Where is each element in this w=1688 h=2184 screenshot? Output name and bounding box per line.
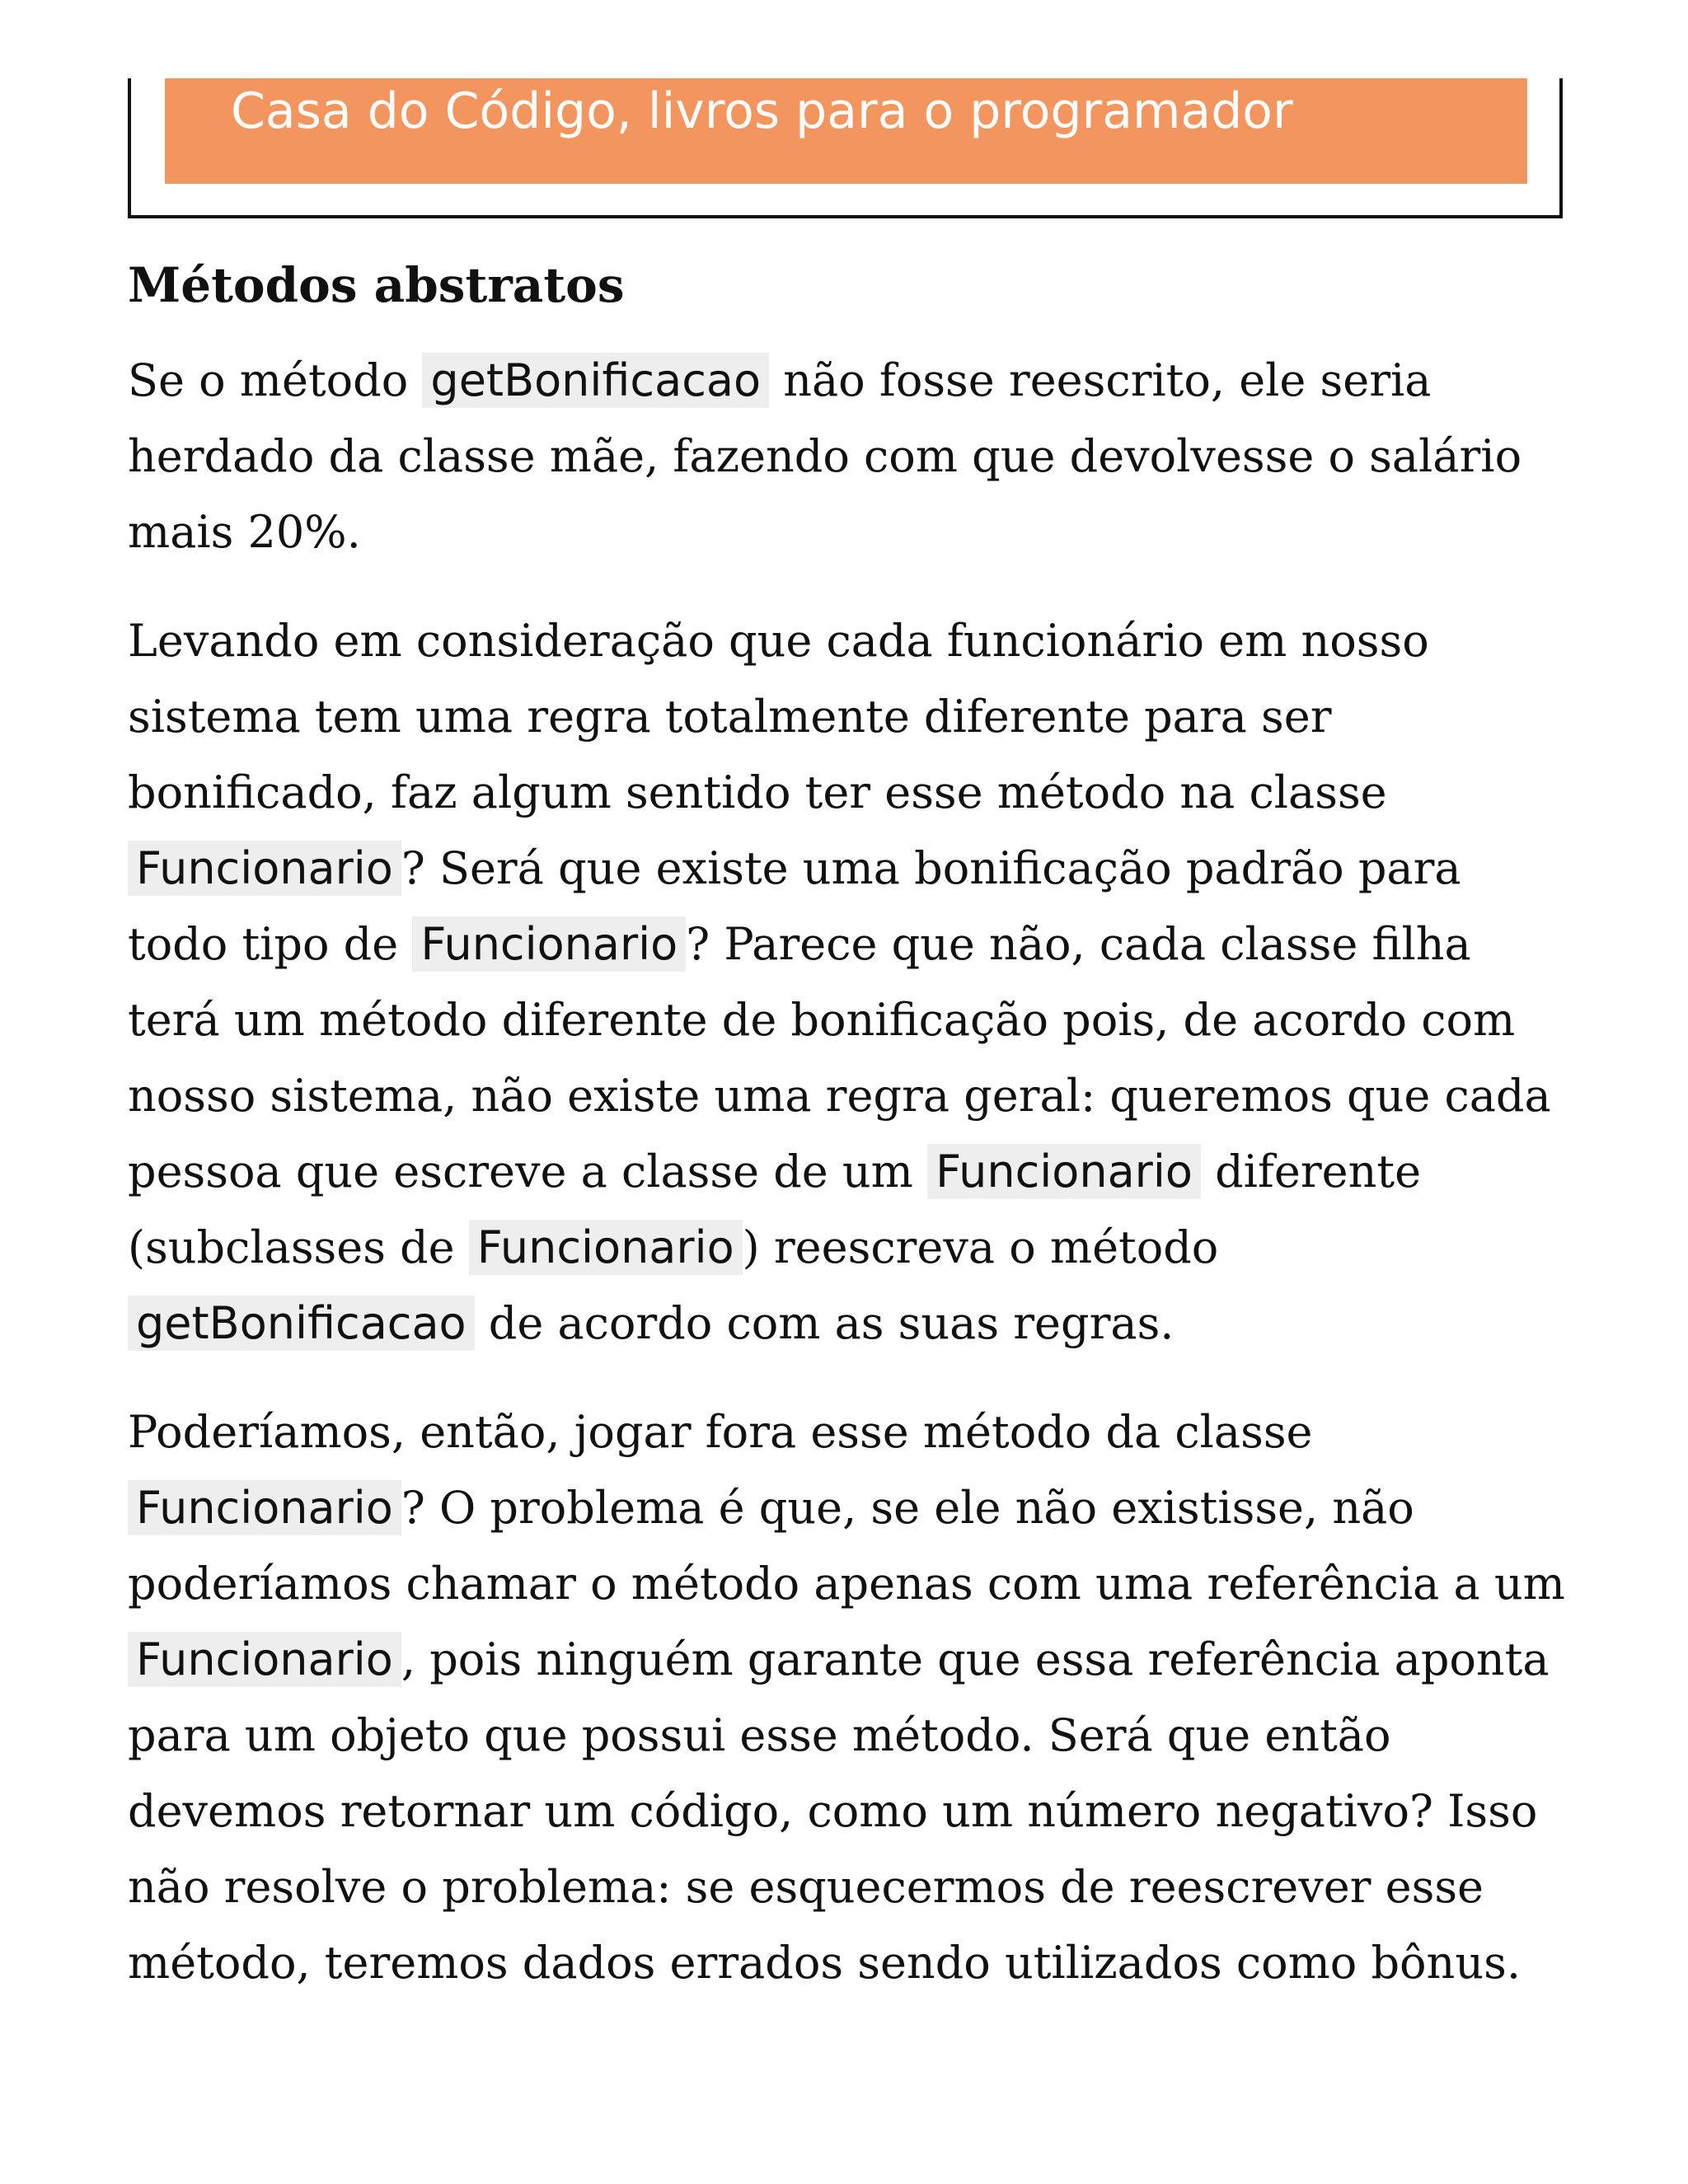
- paragraph-text: diferente (subclasses de: [128, 1146, 1422, 1273]
- inline-code: Funcionario: [128, 1480, 401, 1535]
- paragraph-3: [128, 1394, 1566, 2001]
- paragraph-text: não fosse reescrito, ele seria herdado da classe mãe, fazendo com que devolvesse o salário mais 20%.: [128, 354, 1522, 558]
- main-content: [128, 252, 1566, 2034]
- paragraph-text: Se o método: [128, 354, 423, 406]
- inline-code: getBonificacao: [128, 1296, 475, 1351]
- paragraph-text: ? Parece que não, cada classe filha terá um método diferente de bonificação pois, de acordo com nosso sistema, não existe uma regra geral: queremos que cada pessoa que escreve a classe de um: [128, 918, 1551, 1197]
- inline-code: Funcionario: [927, 1144, 1201, 1199]
- inline-code: getBonificacao: [422, 353, 769, 408]
- paragraph-text: ? Será que existe uma bonificação padrão para todo tipo de: [128, 842, 1461, 970]
- publisher-banner: [165, 78, 1527, 184]
- section-heading: Métodos abstratos: [128, 257, 625, 313]
- inline-code: Funcionario: [469, 1220, 743, 1275]
- paragraph-text: ? O problema é que, se ele não existisse, não poderíamos chamar o método apenas com uma referência a um: [128, 1482, 1565, 1610]
- paragraph-text: , pois ninguém garante que essa referência aponta para um objeto que possui esse método. Será que então devemos retornar um código, como um número negativo? Isso não resolve o problema: se esquecermos de reescrever esse método, teremos dados errados sendo utilizados como bônus.: [128, 1633, 1550, 1989]
- banner-text: Casa do Código, livros para o programador: [231, 82, 1293, 140]
- paragraph-1: [128, 343, 1566, 570]
- paragraph-2: [128, 603, 1566, 1361]
- paragraph-text: de acordo com as suas regras.: [474, 1297, 1175, 1349]
- paragraph-text: Levando em consideração que cada funcionário em nosso sistema tem uma regra totalmente diferente para ser bonificado, faz algum sentido ter esse método na classe: [128, 615, 1429, 818]
- inline-code: Funcionario: [128, 841, 401, 896]
- paragraph-text: ) reescreva o método: [742, 1221, 1219, 1273]
- paragraph-text: Poderíamos, então, jogar fora esse método da classe: [128, 1406, 1313, 1458]
- inline-code: Funcionario: [412, 916, 686, 972]
- inline-code: Funcionario: [128, 1632, 401, 1687]
